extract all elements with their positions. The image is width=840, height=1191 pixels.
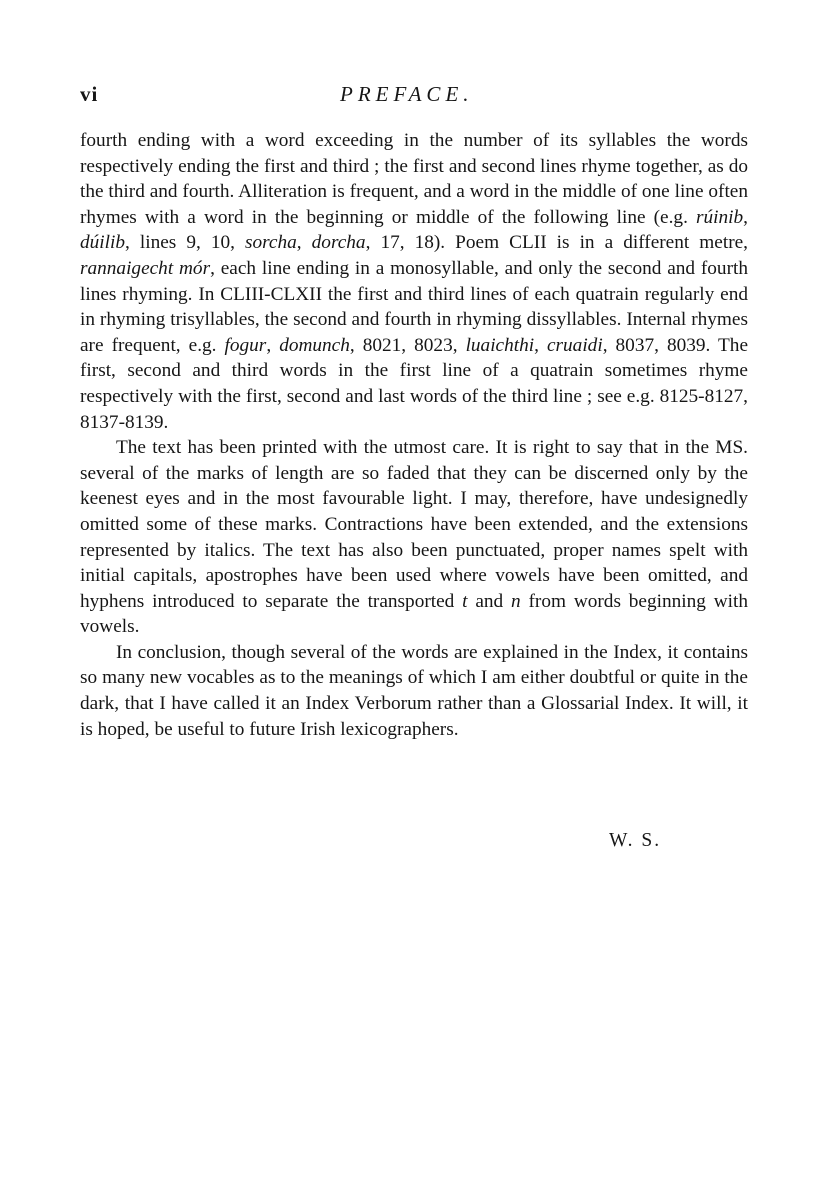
text-run: , [534, 334, 547, 356]
paragraph-text-care [80, 435, 748, 640]
text-run: , lines 9, 10, [125, 232, 245, 254]
preface-body [80, 128, 748, 742]
text-run: fourth ending with a word exceeding in the number of its syllables the words respectively ending the first and third ; the first and second lines rhyme together, as do the third and fourth. Alliteration is frequent, and a word in the middle of one line often rhymes with a word in the beginning or middle of the following line (e.g. [80, 130, 748, 228]
paragraph-metre [80, 128, 748, 435]
text-run: , 17, 18). Poem CLII is in a different metre, [365, 232, 748, 254]
paragraph-conclusion: In conclusion, though several of the words are explained in the Index, it contains so many new vocables as to the meanings of which I am either doubtful or quite in the dark, that I have called it an Index Verborum rather than a Glossarial Index. It will, it is hoped, be useful to future Irish lexicographers. [80, 641, 748, 740]
text-run: The text has been printed with the utmost care. It is right to say that in the MS. several of the marks of length are so faded that they can be discerned only by the keenest eyes and in the most favourable light. I may, therefore, have undesignedly omitted some of these marks. Contractions have been extended, and the extensions represented by italics. The text has also been punctuated, proper names spelt with initial capitals, apostrophes have been used where vowels have been omitted, and hyphens introduced to separate the transported [80, 437, 748, 612]
text-run: , [266, 334, 280, 356]
example-word: luaichthi [465, 334, 535, 356]
page-number: vi [80, 82, 99, 106]
text-run: , 8037, 8039. The first, second and third words in the first line of a quatrain sometimes rhyme respectively with the first, second and last words of the third line ; see e.g. 8125-8127, 8137-8139. [80, 334, 748, 433]
example-word: rúinib [696, 206, 744, 228]
text-run: , each line ending in a monosyllable, and only the second and fourth lines rhyming. In CLIII-CLXII the first and third lines of each quatrain regularly end in rhyming trisyllables, the second and fourth in rhyming dissyllables. Internal rhymes are frequent, e.g. [80, 257, 748, 356]
text-run: , 8021, 8023, [349, 334, 466, 356]
example-word: dúilib [80, 232, 125, 254]
text-run: and [467, 590, 512, 612]
example-letter: t [462, 590, 468, 612]
text-run: , [296, 232, 312, 254]
example-word: sorcha [245, 232, 297, 254]
text-run: from words beginning with vowels. [80, 590, 748, 638]
example-word: cruaidi [546, 334, 603, 356]
author-signature: W. S. [609, 830, 662, 851]
example-word: fogur [224, 334, 267, 356]
text-run: , [743, 206, 748, 228]
example-word: rannaigecht mór [80, 257, 211, 279]
example-word: domunch [279, 334, 350, 356]
example-word: dorcha [311, 232, 366, 254]
running-head: PREFACE. [340, 82, 474, 106]
example-letter: n [511, 590, 521, 612]
